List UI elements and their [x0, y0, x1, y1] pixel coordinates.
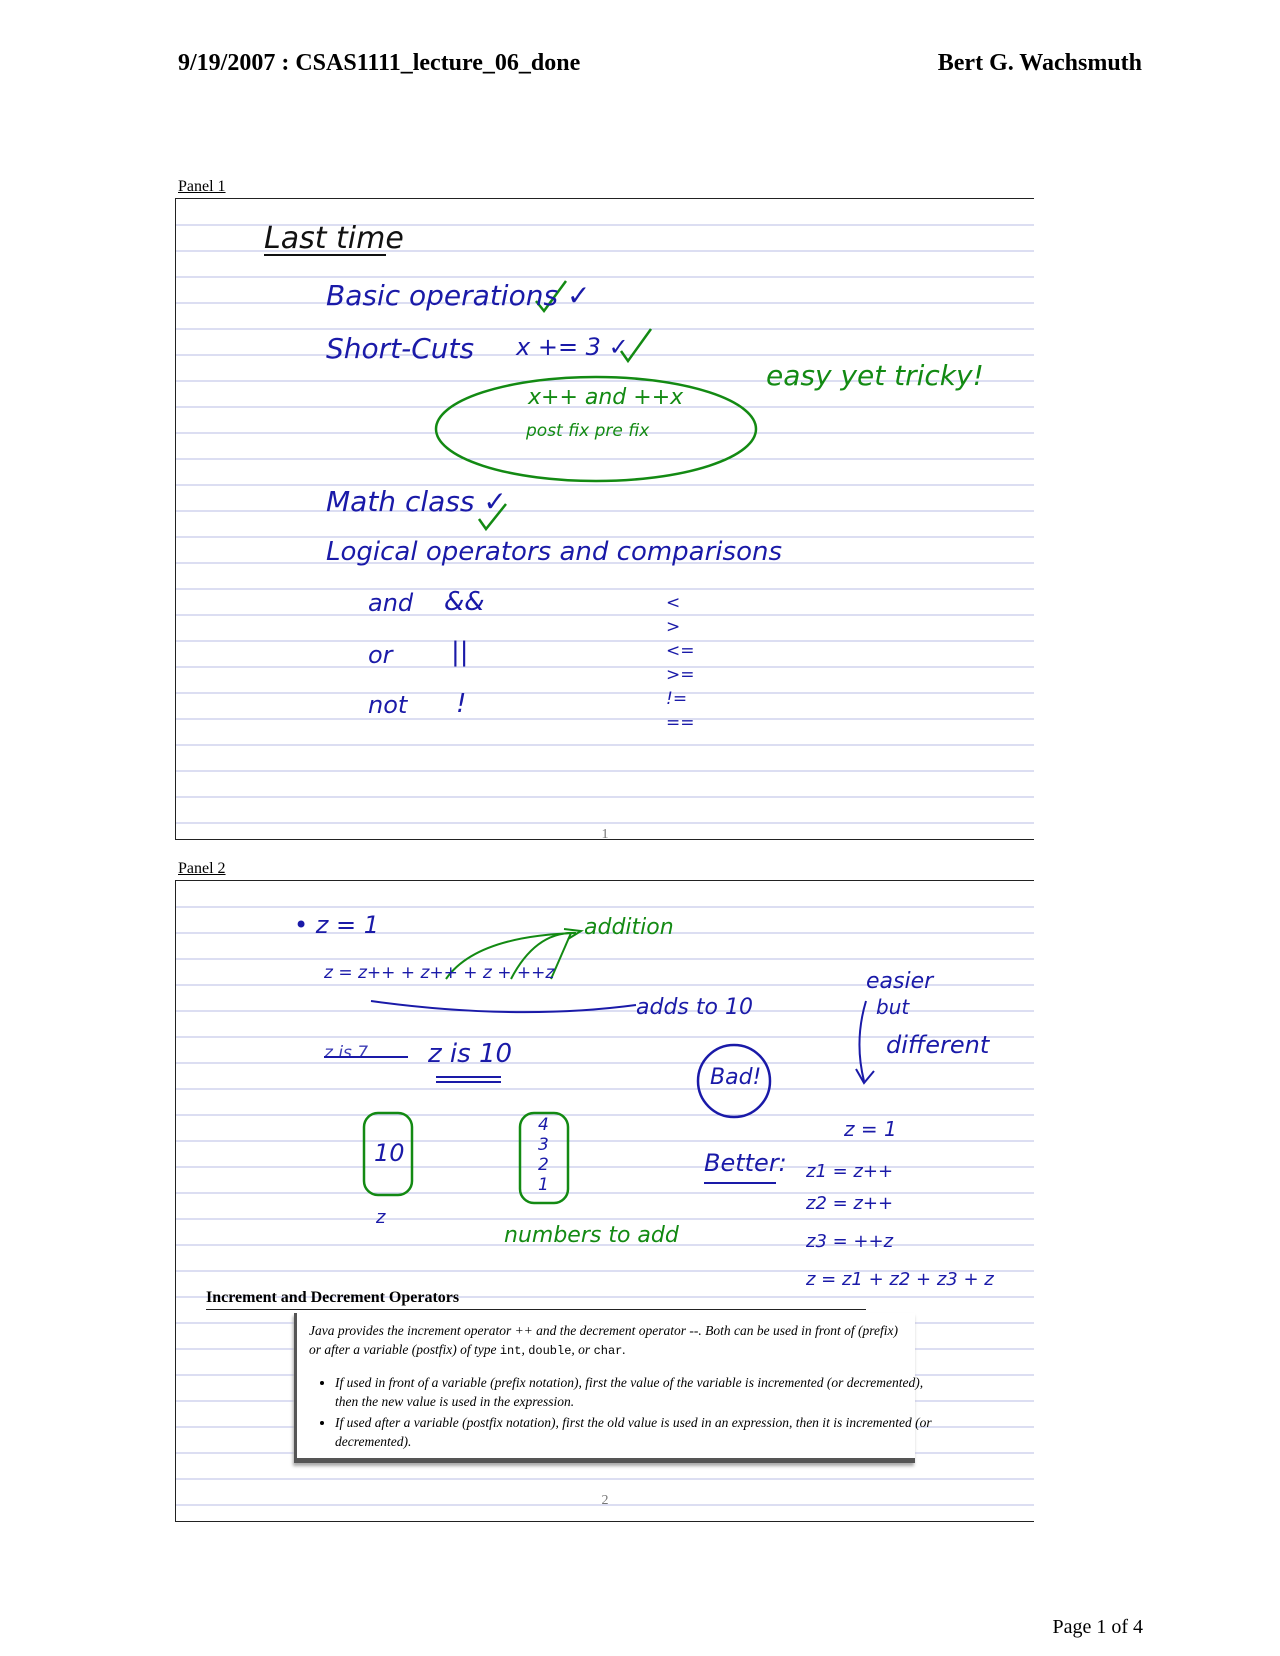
panel-2-page-number: 2	[601, 1493, 609, 1508]
typed-intro-text: Java provides the increment operator ++ and the decrement operator --. Both can be used in front of (prefix) or after a variable (postfix) of type	[309, 1323, 898, 1357]
note-and-op: &&	[444, 587, 485, 617]
stack-value: 1	[538, 1175, 549, 1195]
comparison-op: <	[666, 593, 681, 613]
note-pp-line: x++ and ++x	[528, 385, 684, 410]
type-int: int	[499, 1344, 522, 1358]
better-line: z2 = z++	[806, 1193, 894, 1214]
panel-1-ruling	[176, 199, 1034, 839]
note-not-label: not	[368, 691, 408, 719]
note-math-class: Math class ✓	[326, 485, 507, 518]
typed-bullet: • If used after a variable (postfix notation), first the old value is used in an expression, then it is incremented (or decremented).	[335, 1413, 935, 1451]
note-z-is: z is 10	[428, 1039, 513, 1069]
panel-2	[175, 880, 1034, 1522]
typed-bullets	[309, 1373, 935, 1453]
comparison-op: <=	[666, 641, 695, 661]
adds-underline	[371, 1001, 636, 1012]
panel-2-label[interactable]: Panel 2	[178, 860, 226, 877]
type-char: char	[593, 1344, 623, 1358]
panel-1-label[interactable]: Panel 1	[178, 178, 226, 195]
panel-1	[175, 198, 1034, 840]
stack-value: 2	[538, 1155, 549, 1175]
stack-value: 4	[538, 1115, 549, 1135]
note-addition: addition	[584, 915, 674, 940]
panel-1-page-number: 1	[601, 827, 609, 840]
note-easy-tricky: easy yet tricky!	[766, 359, 984, 392]
typed-bullet: • If used in front of a variable (prefix notation), first the value of the variable is incremented (or decremented), then the new value is used in the expression.	[335, 1373, 935, 1411]
note-logical: Logical operators and comparisons	[326, 537, 783, 567]
comparison-op: !=	[666, 689, 688, 709]
typed-sep: , or	[571, 1342, 594, 1357]
box-label: z	[376, 1207, 386, 1228]
box-value: 10	[374, 1139, 405, 1167]
note-and-label: and	[368, 589, 414, 617]
stack-value: 3	[538, 1135, 549, 1155]
note-but: but	[876, 995, 910, 1019]
note-shortcuts: Short-Cuts	[326, 332, 475, 365]
document-title: 9/19/2007 : CSAS1111_lecture_06_done	[178, 50, 581, 76]
note-different: different	[886, 1031, 990, 1059]
note-numbers-to-add: numbers to add	[504, 1223, 679, 1248]
note-bad: Bad!	[710, 1065, 762, 1090]
typed-intro	[309, 1321, 909, 1361]
note-z-expr: z = z++ + z++ + z + ++z	[324, 963, 555, 983]
better-line: z = z1 + z2 + z3 + z	[806, 1269, 994, 1290]
typed-heading-rule	[206, 1309, 866, 1310]
note-adds-to: adds to 10	[636, 995, 753, 1020]
note-not-op: !	[456, 689, 467, 719]
note-easier: easier	[866, 969, 934, 994]
typed-excerpt	[294, 1313, 932, 1463]
note-better: Better:	[704, 1149, 787, 1177]
better-line: z = 1	[844, 1117, 897, 1141]
note-or-op: ||	[451, 637, 469, 667]
document-header	[178, 50, 1142, 86]
arrow-down	[859, 1001, 866, 1081]
typed-heading: Increment and Decrement Operators	[206, 1289, 460, 1306]
better-line: z1 = z++	[806, 1161, 894, 1182]
type-double: double	[528, 1344, 572, 1358]
document-author: Bert G. Wachsmuth	[937, 50, 1142, 76]
note-heading: Last time	[264, 221, 404, 256]
note-or-label: or	[368, 641, 393, 669]
comparison-op: >	[666, 617, 681, 637]
better-line: z3 = ++z	[806, 1231, 894, 1252]
note-z-init: • z = 1	[294, 911, 380, 939]
note-shortcut-example: x += 3 ✓	[516, 333, 629, 361]
typed-end: .	[622, 1342, 626, 1357]
page-footer: Page 1 of 4	[1052, 1616, 1143, 1638]
note-struck: z is 7	[324, 1043, 369, 1063]
note-basic-ops: Basic operations ✓	[326, 279, 591, 312]
typed-sep: ,	[521, 1342, 529, 1357]
comparison-op: >=	[666, 665, 695, 685]
note-post-pre: post fix pre fix	[526, 421, 650, 441]
comparison-op: ==	[666, 713, 695, 733]
